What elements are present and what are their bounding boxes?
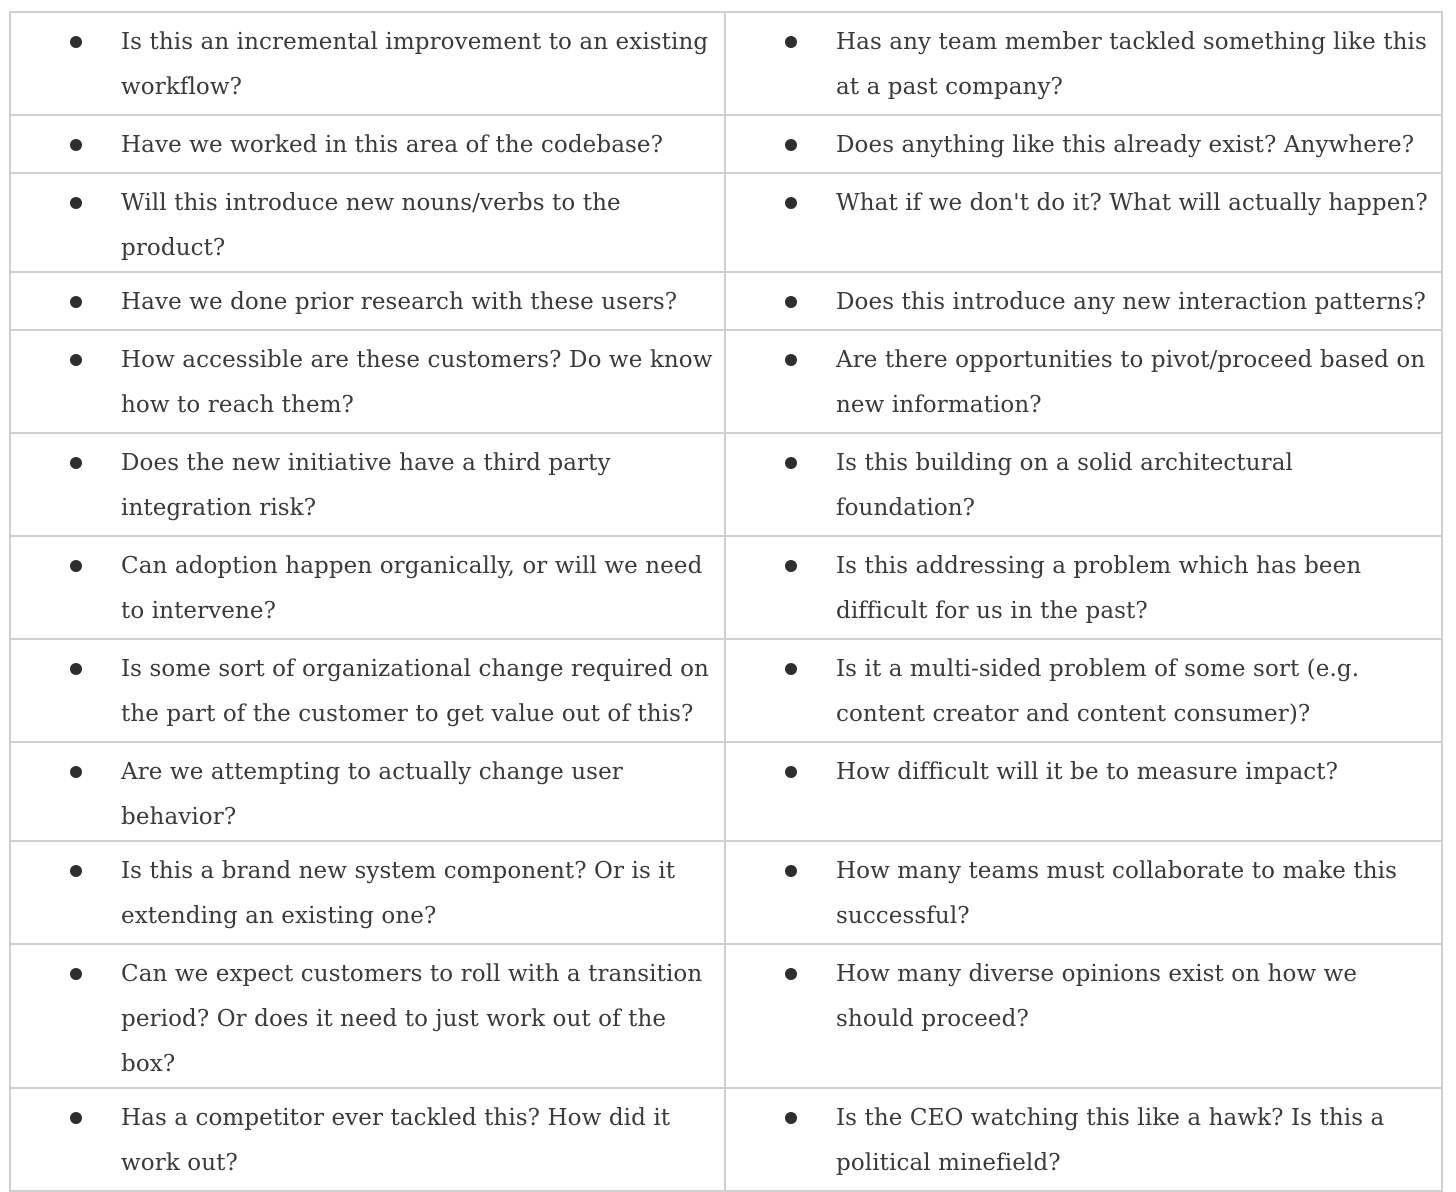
bullet-icon: [785, 1112, 797, 1124]
question-text: Are we attempting to actually change user behavior?: [121, 759, 623, 830]
table-cell-right: [725, 12, 1442, 115]
bullet-icon: [785, 354, 797, 366]
table-row: [10, 536, 1442, 639]
bullet-icon: [785, 139, 797, 151]
question-text: How many diverse opinions exist on how we should proceed?: [836, 961, 1358, 1032]
table-cell-right: [725, 944, 1442, 1088]
question-text: Are there opportunities to pivot/proceed based on new information?: [836, 347, 1426, 418]
table-row: [10, 115, 1442, 173]
question-text: How accessible are these customers? Do we know how to reach them?: [121, 347, 713, 418]
table-cell-left: [10, 173, 725, 272]
table-cell-left: [10, 742, 725, 841]
table-cell-right: [725, 330, 1442, 433]
bullet-icon: [785, 296, 797, 308]
bullet-icon: [785, 457, 797, 469]
table-cell-left: [10, 12, 725, 115]
question-text: How difficult will it be to measure impact?: [836, 759, 1339, 785]
table-cell-right: [725, 272, 1442, 330]
table-cell-right: [725, 115, 1442, 173]
table-row: [10, 12, 1442, 115]
bullet-icon: [70, 1112, 82, 1124]
bullet-icon: [70, 139, 82, 151]
question-text: Has a competitor ever tackled this? How did it work out?: [121, 1105, 671, 1176]
bullet-icon: [70, 663, 82, 675]
bullet-icon: [785, 968, 797, 980]
question-text: Have we worked in this area of the codebase?: [121, 132, 664, 158]
table-row: [10, 433, 1442, 536]
bullet-icon: [785, 197, 797, 209]
table-cell-left: [10, 1088, 725, 1191]
table-cell-left: [10, 536, 725, 639]
question-text: What if we don't do it? What will actually happen?: [836, 190, 1428, 216]
table-row: [10, 841, 1442, 944]
question-text: Is the CEO watching this like a hawk? Is this a political minefield?: [836, 1105, 1385, 1176]
question-text: Does this introduce any new interaction patterns?: [836, 289, 1426, 315]
bullet-icon: [70, 968, 82, 980]
table-row: [10, 330, 1442, 433]
table-row: [10, 272, 1442, 330]
question-text: How many teams must collaborate to make this successful?: [836, 858, 1398, 929]
bullet-icon: [785, 36, 797, 48]
question-text: Is this an incremental improvement to an existing workflow?: [121, 29, 709, 100]
table-cell-right: [725, 841, 1442, 944]
bullet-icon: [70, 296, 82, 308]
question-text: Can we expect customers to roll with a transition period? Or does it need to just work out of the box?: [121, 961, 703, 1077]
questions-table: [9, 11, 1443, 1192]
bullet-icon: [70, 766, 82, 778]
table-row: [10, 944, 1442, 1088]
table-row: [10, 173, 1442, 272]
question-text: Is it a multi-sided problem of some sort (e.g. content creator and content consumer)?: [836, 656, 1360, 727]
question-text: Will this introduce new nouns/verbs to the product?: [121, 190, 621, 261]
table-cell-right: [725, 536, 1442, 639]
question-text: Have we done prior research with these users?: [121, 289, 678, 315]
table-row: [10, 742, 1442, 841]
bullet-icon: [785, 560, 797, 572]
bullet-icon: [70, 865, 82, 877]
table-cell-left: [10, 944, 725, 1088]
table-cell-right: [725, 1088, 1442, 1191]
table-cell-right: [725, 639, 1442, 742]
table-cell-right: [725, 433, 1442, 536]
bullet-icon: [785, 663, 797, 675]
table-cell-left: [10, 330, 725, 433]
table-cell-left: [10, 639, 725, 742]
table-cell-left: [10, 115, 725, 173]
bullet-icon: [70, 560, 82, 572]
bullet-icon: [70, 457, 82, 469]
bullet-icon: [70, 354, 82, 366]
bullet-icon: [785, 865, 797, 877]
bullet-icon: [70, 197, 82, 209]
table-cell-right: [725, 742, 1442, 841]
table-cell-left: [10, 841, 725, 944]
question-text: Has any team member tackled something like this at a past company?: [836, 29, 1427, 100]
question-text: Is this a brand new system component? Or is it extending an existing one?: [121, 858, 676, 929]
table-cell-left: [10, 433, 725, 536]
question-text: Is some sort of organizational change required on the part of the customer to get value out of this?: [121, 656, 709, 727]
question-text: Does anything like this already exist? Anywhere?: [836, 132, 1415, 158]
bullet-icon: [70, 36, 82, 48]
table-row: [10, 1088, 1442, 1191]
bullet-icon: [785, 766, 797, 778]
question-text: Does the new initiative have a third party integration risk?: [121, 450, 611, 521]
question-text: Is this addressing a problem which has been difficult for us in the past?: [836, 553, 1362, 624]
table-row: [10, 639, 1442, 742]
table-cell-right: [725, 173, 1442, 272]
question-text: Is this building on a solid architectural foundation?: [836, 450, 1294, 521]
table-cell-left: [10, 272, 725, 330]
question-text: Can adoption happen organically, or will we need to intervene?: [121, 553, 703, 624]
